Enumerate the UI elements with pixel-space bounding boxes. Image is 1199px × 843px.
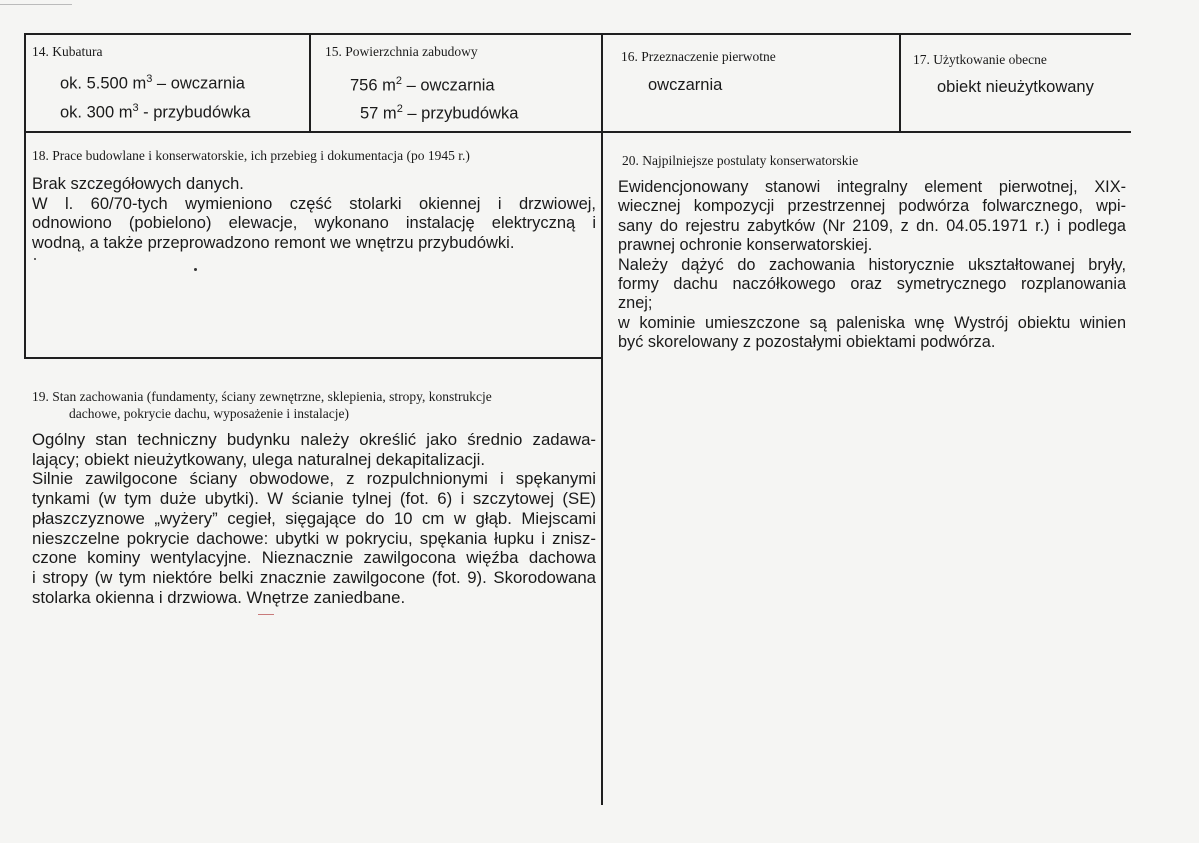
section20-line: Należy dążyć do zachowania historycznie ukształtowanej bryły, bbox=[618, 255, 1126, 274]
kubatura-header: 14. Kubatura bbox=[32, 44, 103, 59]
kubatura-line2-label: - przybudówka bbox=[138, 103, 251, 122]
uzytkowanie-value: obiekt nieużytkowany bbox=[937, 78, 1094, 96]
left-border-line bbox=[24, 33, 26, 359]
kubatura-line1-value: ok. 5.500 m bbox=[60, 74, 147, 93]
speck-dot-2 bbox=[194, 268, 197, 271]
section20-line: wiecznej kompozycji przestrzennej podwórza folwarcznego, wpi- bbox=[618, 197, 1126, 216]
kubatura-line1-label: – owczarnia bbox=[152, 74, 245, 93]
cubic-superscript-2: 3 bbox=[132, 102, 139, 114]
section18-line: Brak szczegółowych danych. bbox=[32, 175, 244, 193]
section19-line: Silnie zawilgocone ściany obwodowe, z rozpulchnionymi i spękanymi bbox=[32, 469, 596, 489]
section19-line: czone kominy wentylacyjne. Nieznacznie zawilgocona więźba dachowa bbox=[32, 548, 596, 568]
section19-header-line2: dachowe, pokrycie dachu, wyposażenie i instalacje) bbox=[69, 406, 350, 421]
section19-line: i stropy (w tym niektóre belki znacznie zawilgocone (fot. 9). Skorodowana bbox=[32, 567, 596, 587]
kubatura-przybudowka bbox=[60, 98, 250, 123]
square-superscript-2: 2 bbox=[396, 103, 403, 115]
scan-mark-red bbox=[258, 614, 274, 615]
cubic-superscript: 3 bbox=[146, 73, 153, 85]
powierzchnia-header: 15. Powierzchnia zabudowy bbox=[325, 44, 478, 59]
powierzchnia-line1-value: 756 m bbox=[350, 76, 396, 95]
center-divider-line bbox=[601, 33, 603, 805]
section19-line: tynkami (w tym duże ubytki). W ścianie tylnej (fot. 6) i szczytowej (SE) bbox=[32, 489, 596, 509]
section19-line: nieszczelne pokrycie dachowe: ubytki w pokryciu, spękania łupku i znisz- bbox=[32, 528, 596, 548]
section19-line: Ogólny stan techniczny budynku należy określić jako średnio zadawa- bbox=[32, 430, 596, 449]
left-mid-line bbox=[24, 357, 602, 359]
section20-text bbox=[618, 178, 1126, 353]
powierzchnia-line1-label: – owczarnia bbox=[401, 76, 495, 95]
section18-line: wodną, a także przeprowadzono remont we wnętrzu przybudówki. bbox=[32, 233, 515, 252]
powierzchnia-owczarnia bbox=[350, 71, 495, 96]
powierzchnia-line2-label: – przybudówka bbox=[402, 104, 519, 123]
section18-line: odnowiono (pobielono) elewacje, wykonano instalację elektryczną i bbox=[32, 214, 596, 232]
section19-header-line1: 19. Stan zachowania (fundamenty, ściany zewnętrzne, sklepienia, stropy, konstrukcje bbox=[32, 389, 492, 404]
speck-dot bbox=[34, 258, 36, 260]
section19-line: stolarka okienna i drzwiowa. Wnętrze zaniedbane. bbox=[32, 587, 406, 607]
section20-line: w kominie umieszczone są paleniska wnę Wystrój obiektu winien bbox=[618, 313, 1126, 332]
uzytkowanie-header: 17. Użytkowanie obecne bbox=[913, 52, 1047, 67]
section20-line: znej; bbox=[618, 294, 653, 313]
section18-line: W l. 60/70-tych wymieniono część stolarki okiennej i drzwiowej, bbox=[32, 194, 596, 213]
top-border-line bbox=[24, 33, 1131, 35]
section18-text bbox=[32, 175, 596, 253]
przeznaczenie-value: owczarnia bbox=[648, 76, 723, 94]
section20-header: 20. Najpilniejsze postulaty konserwatorskie bbox=[622, 153, 859, 168]
kubatura-line2-value: ok. 300 m bbox=[60, 103, 133, 122]
divider-16-17 bbox=[899, 33, 901, 133]
section19-header bbox=[32, 388, 492, 422]
scan-mark-top bbox=[0, 4, 72, 5]
square-superscript: 2 bbox=[395, 75, 402, 87]
section19-line: lający; obiekt nieużytkowany, ulega naturalnej dekapitalizacji. bbox=[32, 449, 486, 469]
row1-bottom-line bbox=[24, 131, 1131, 133]
powierzchnia-line2-value: 57 m bbox=[360, 104, 397, 123]
section20-line: sany do rejestru zabytków (Nr 2109, z dn. 04.05.1971 r.) i podlega bbox=[618, 216, 1126, 235]
kubatura-owczarnia bbox=[60, 69, 245, 94]
section20-line: być skorelowany z pozostałymi obiektami podwórza. bbox=[618, 333, 996, 352]
section19-line: płaszczyznowe „wyżery” cegieł, sięgające do 10 cm w głąb. Miejscami bbox=[32, 508, 596, 528]
section19-text bbox=[32, 430, 596, 607]
powierzchnia-przybudowka bbox=[360, 99, 518, 124]
przeznaczenie-header: 16. Przeznaczenie pierwotne bbox=[621, 49, 776, 64]
divider-14-15 bbox=[309, 33, 311, 133]
section20-line: formy dachu naczółkowego oraz symetrycznego rozplanowania bbox=[618, 275, 1126, 294]
section20-line: Ewidencjonowany stanowi integralny element pierwotnej, XIX- bbox=[618, 178, 1126, 196]
section20-line: prawnej ochronie konserwatorskiej. bbox=[618, 236, 873, 255]
section18-header: 18. Prace budowlane i konserwatorskie, ich przebieg i dokumentacja (po 1945 r.) bbox=[32, 148, 470, 163]
